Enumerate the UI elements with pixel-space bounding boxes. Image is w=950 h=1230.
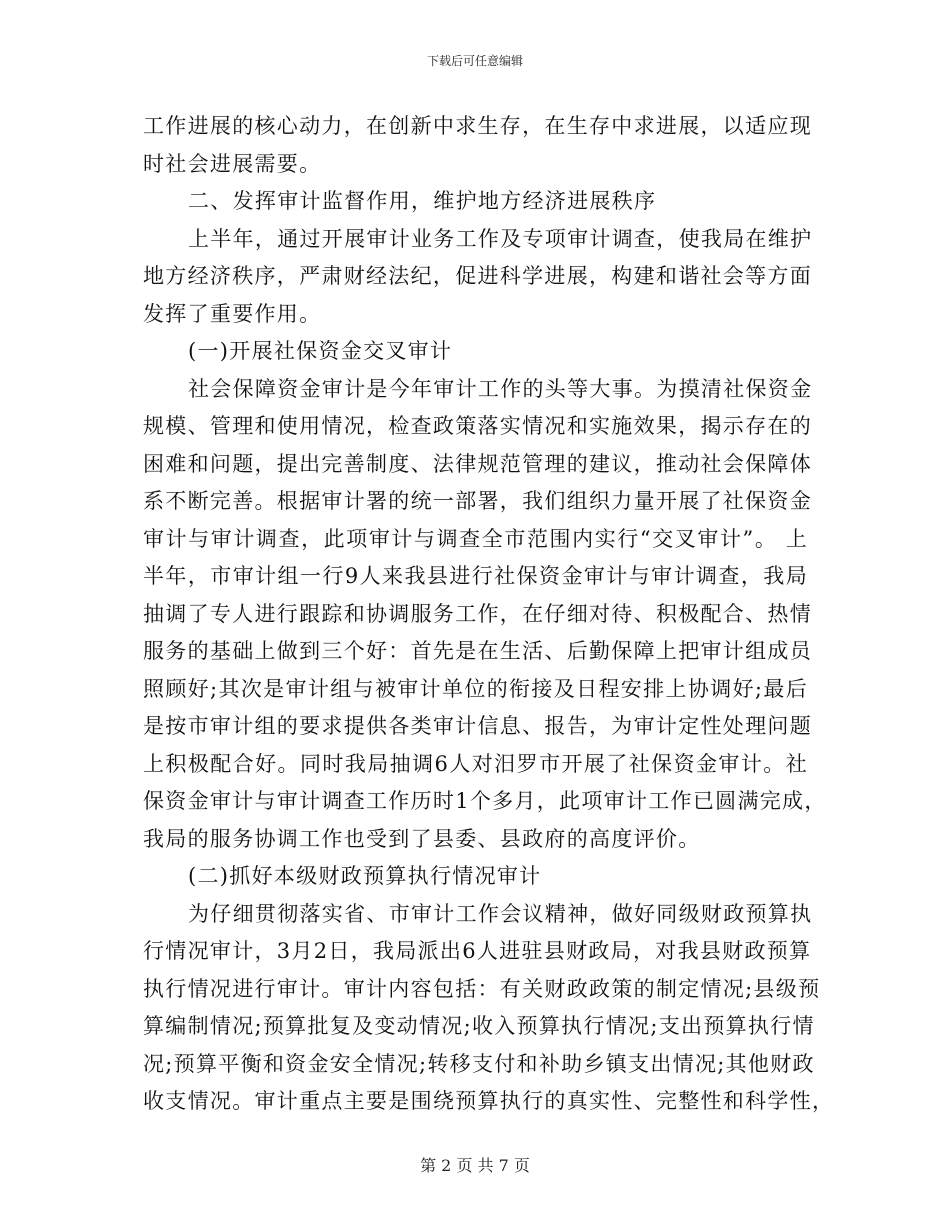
text-line: 算编制情况;预算批复及变动情况;收入预算执行情况;支出预算执行情	[143, 1014, 815, 1038]
text-line: 工作进展的核心动力，在创新中求生存，在生存中求进展，以适应现	[143, 114, 812, 138]
text-line: 发挥了重要作用。	[143, 301, 322, 326]
text-line: 二、发挥审计监督作用，维护地方经济进展秩序	[188, 189, 657, 213]
text-line: 系不断完善。根据审计署的统一部署，我们组织力量开展了社保资金	[143, 489, 812, 513]
text-line: 执行情况进行审计。审计内容包括：有关财政政策的制定情况;县级预	[143, 976, 821, 1001]
text-line: 上积极配合好。同时我局抽调6人对汨罗市开展了社保资金审计。社	[143, 751, 808, 776]
document-body	[143, 108, 835, 1121]
text-line: 保资金审计与审计调查工作历时1个多月，此项审计工作已圆满完成，	[143, 789, 827, 813]
text-line: 照顾好;其次是审计组与被审计单位的衔接及日程安排上协调好;最后	[143, 676, 808, 701]
text-line: 规模、管理和使用情况，检查政策落实情况和实施效果，揭示存在的	[143, 414, 812, 438]
text-line: (一)开展社保资金交叉审计	[188, 339, 453, 363]
text-line: 地方经济秩序，严肃财经法纪，促进科学进展，构建和谐社会等方面	[143, 264, 812, 288]
text-line: 我局的服务协调工作也受到了县委、县政府的高度评价。	[143, 826, 701, 851]
text-line: 抽调了专人进行跟踪和协调服务工作，在仔细对待、积极配合、热情	[143, 601, 812, 626]
text-line: 服务的基础上做到三个好：首先是在生活、后勤保障上把审计组成员	[143, 639, 812, 663]
text-line: 况;预算平衡和资金安全情况;转移支付和补助乡镇支出情况;其他财政	[143, 1051, 815, 1076]
text-line: 为仔细贯彻落实省、市审计工作会议精神，做好同级财政预算执	[188, 901, 813, 926]
page-header: 下载后可任意编辑	[426, 54, 523, 68]
page-footer: 第 2 页 共 7 页	[420, 1156, 530, 1175]
text-line: 上半年，通过开展审计业务工作及专项审计调查，使我局在维护	[188, 226, 813, 251]
text-line: 审计与审计调查，此项审计与调查全市范围内实行“交叉审计”。 上	[143, 526, 808, 551]
text-line: 困难和问题，提出完善制度、法律规范管理的建议，推动社会保障体	[143, 451, 812, 476]
text-line: 收支情况。审计重点主要是围绕预算执行的真实性、完整性和科学性，	[143, 1089, 835, 1113]
text-line: 半年，市审计组一行9人来我县进行社保资金审计与审计调查，我局	[143, 564, 808, 588]
text-line: 社会保障资金审计是今年审计工作的头等大事。为摸清社保资金	[188, 376, 813, 401]
text-line: 时社会进展需要。	[143, 151, 322, 176]
text-line: 行情况审计，3月2日，我局派出6人进驻县财政局，对我县财政预算	[143, 939, 812, 963]
text-line: 是按市审计组的要求提供各类审计信息、报告，为审计定性处理问题	[143, 714, 812, 738]
text-line: (二)抓好本级财政预算执行情况审计	[188, 864, 542, 888]
